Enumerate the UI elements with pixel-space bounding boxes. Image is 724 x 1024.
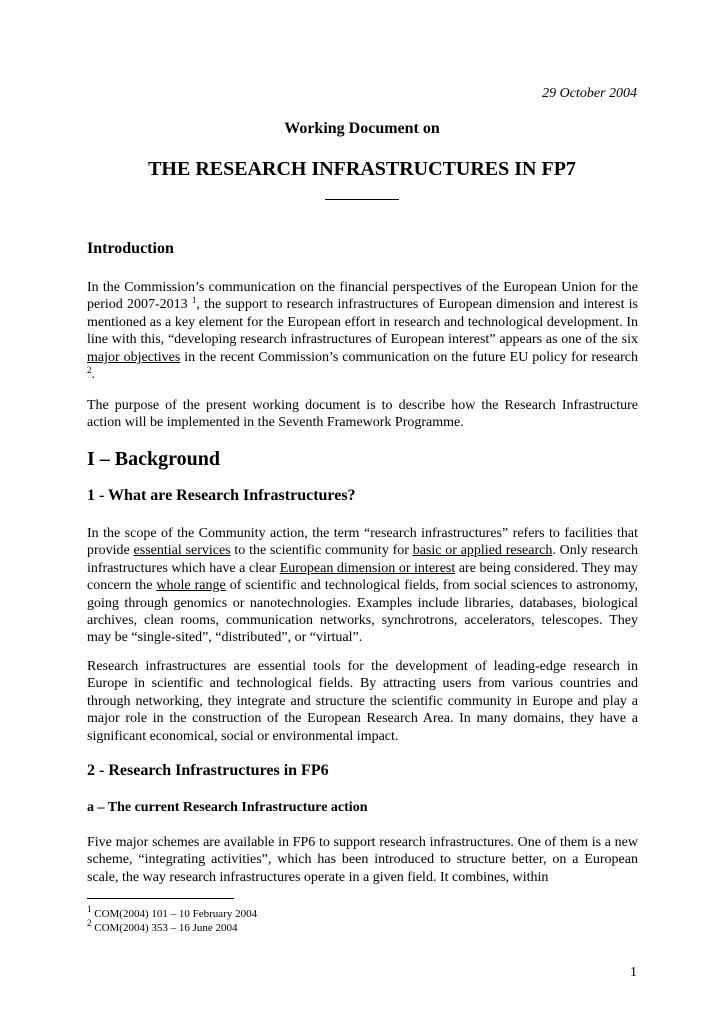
footnote-ref-2[interactable]: 2	[87, 365, 92, 376]
footnote-separator	[87, 898, 234, 899]
section-1-heading: 1 - What are Research Infrastructures?	[87, 487, 356, 504]
page-number: 1	[630, 965, 637, 980]
introduction-heading: Introduction	[87, 240, 174, 257]
document-date: 29 October 2004	[542, 86, 637, 101]
background-heading: I – Background	[87, 448, 221, 470]
subsection-a-heading: a – The current Research Infrastructure action	[87, 800, 368, 815]
section-2-heading: 2 - Research Infrastructures in FP6	[87, 762, 329, 779]
section-2-paragraph-1: Five major schemes are available in FP6 to support research infrastructures. One of them is a new scheme, “integrating activities”, which has been introduced to structure better, on a European scale, the way research infrastructures operate in a given field. It combines, within	[87, 835, 638, 885]
document-title: THE RESEARCH INFRASTRUCTURES IN FP7	[148, 158, 576, 180]
footnote-ref-1[interactable]: 1	[191, 295, 197, 306]
footnote-2: $^2$ COM(2004) 353 – 16 June 2004	[87, 918, 238, 934]
section-1-paragraph-2: Research infrastructures are essential tools for the development of leading-edge research in Europe in scientific and technological fields. By attracting users from various countries and through networking, they integrate and structure the scientific community in Europe and play a major role in the construction of the European Research Area. In many domains, they have a significant economical, social or environmental impact.	[87, 659, 638, 744]
document-type: Working Document on	[284, 120, 440, 137]
intro-paragraph-1: In the Commission’s communication on the financial perspectives of the European Union for the period 2007-2013 $^1$, the support to research infrastructures of European dimension and interest is mentioned as a key element for the European effort in research and technological development. In line with this, “developing research infrastructures of European interest” appears as one of the six major objectives in the recent Commission’s communication on the future EU policy for research $^2$.	[87, 280, 639, 383]
link-major-objectives: major objectives	[87, 349, 181, 365]
title-rule	[325, 199, 399, 200]
footnote-1: $^1$ COM(2004) 101 – 10 February 2004	[87, 904, 258, 920]
section-1-paragraph-1: In the scope of the Community action, the term “research infrastructures” refers to facilities that provide essential services to the scientific community for basic or applied research. Only research infrastructures which have a clear European dimension or interest are being considered. They may concern the whole range of scientific and technological fields, from social sciences to astronomy, going through genomics or nanotechnologies. Examples include libraries, databases, biological archives, clean rooms, communication networks, synchrotrons, accelerators, telescopes. They may be “single-sited”, “distributed”, or “virtual”.	[87, 526, 639, 646]
intro-paragraph-2: The purpose of the present working document is to describe how the Research Infrastructure action will be implemented in the Seventh Framework Programme.	[87, 398, 638, 431]
